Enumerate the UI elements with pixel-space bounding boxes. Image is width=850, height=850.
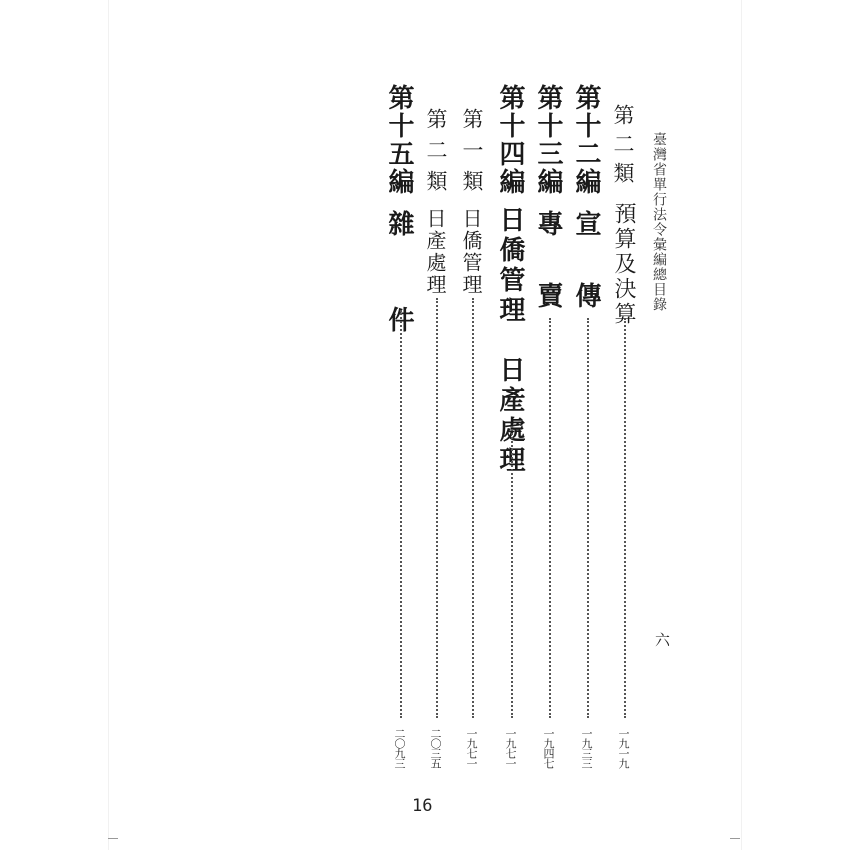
dot-leader (624, 318, 626, 718)
entry-label: 第二類 (611, 104, 635, 191)
entry-title: 預算及決算 (611, 202, 636, 327)
dot-leader (587, 318, 589, 718)
page-number: 一九三三 (580, 728, 593, 768)
entry-title: 專 賣 (533, 210, 563, 318)
page-number: 一九七一 (504, 728, 517, 768)
page-number: 一九四七 (542, 728, 555, 768)
dot-leader (549, 318, 551, 718)
entry-title: 宣 傳 (571, 210, 601, 318)
folio-number: 16 (412, 796, 433, 816)
entry-label: 第一類 (460, 108, 484, 201)
page-number: 一九一九 (617, 728, 630, 768)
page-number: 一九七一 (465, 728, 478, 768)
dot-leader (472, 298, 474, 718)
crop-mark (108, 838, 118, 839)
dot-leader (511, 426, 513, 718)
page-number: 二〇九三 (393, 728, 406, 768)
entry-title: 雜 件 (384, 210, 414, 354)
entry-label: 第十五編 (384, 84, 414, 196)
entry-title: 日產處理 (423, 208, 447, 296)
entry-title: 日僑管理 日產處理 (495, 206, 525, 476)
entry-label: 第十四編 (495, 84, 525, 196)
page-mark: 六 (653, 632, 671, 647)
entry-title: 日僑管理 (459, 208, 483, 296)
entry-label: 第十三編 (533, 84, 563, 196)
running-header: 臺灣省單行法令彙編總目錄 (651, 132, 667, 312)
entry-label: 第十二編 (571, 84, 601, 196)
crop-mark (730, 838, 740, 839)
dot-leader (436, 298, 438, 718)
entry-label: 第二類 (424, 108, 448, 201)
page-number: 二〇三五 (429, 728, 442, 768)
dot-leader (400, 310, 402, 718)
